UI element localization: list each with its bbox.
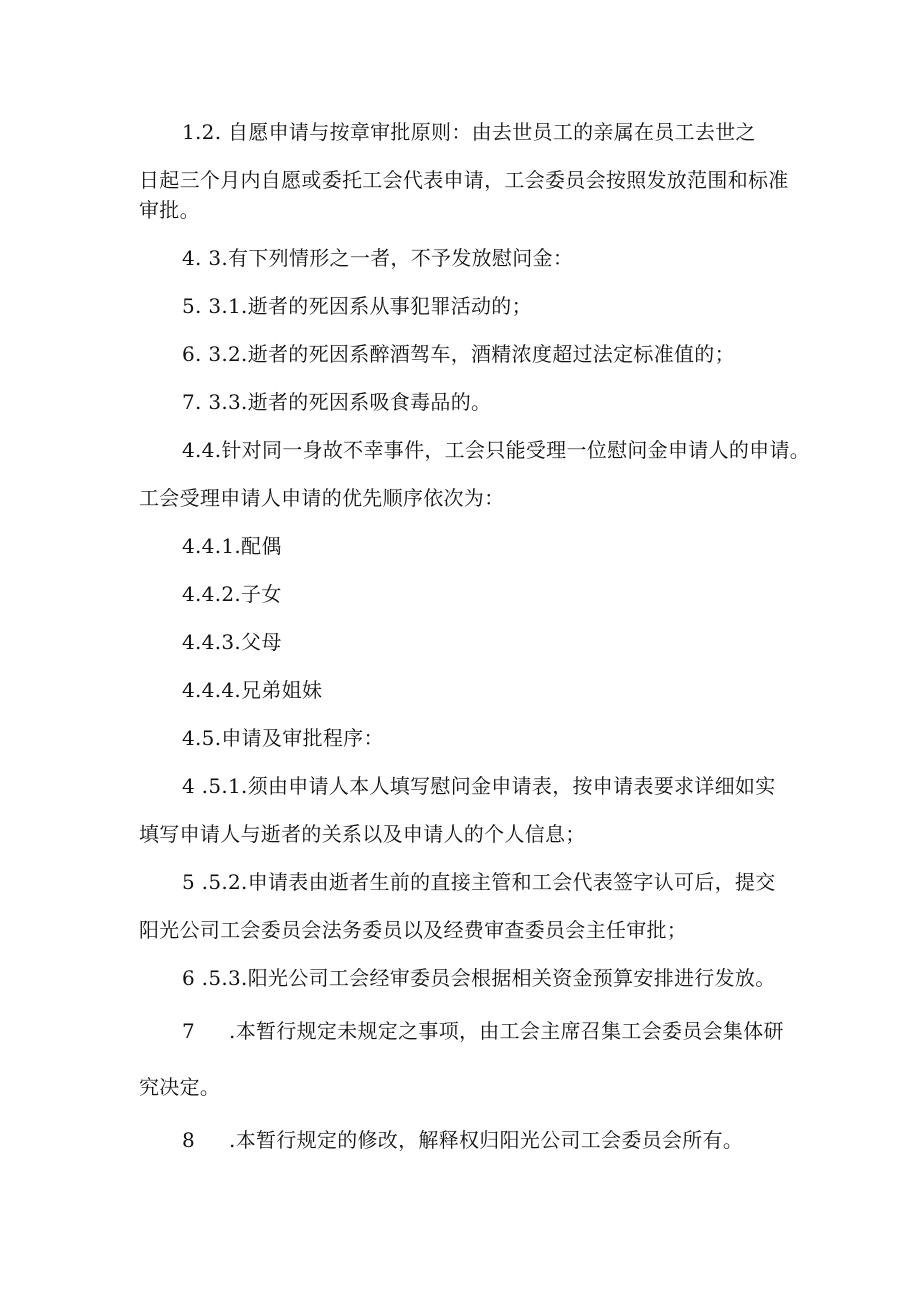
paragraph-line-5: 5. 3.1.逝者的死因系从事犯罪活动的； xyxy=(182,294,532,318)
paragraph-line-7: 7. 3.3.逝者的死因系吸食毒品的。 xyxy=(182,390,492,414)
paragraph-line-15: 4 .5.1.须由申请人本人填写慰问金申请表，按申请表要求详细如实 xyxy=(182,774,776,798)
list-item-spouse: 4.4.1.配偶 xyxy=(182,534,282,558)
item-number-8: 8 xyxy=(182,1128,196,1152)
paragraph-line-17: 5 .5.2.申请表由逝者生前的直接主管和工会代表签字认可后，提交 xyxy=(182,870,776,894)
paragraph-line-14: 4.5.申请及审批程序： xyxy=(182,726,384,750)
paragraph-line-22 xyxy=(182,1127,743,1153)
paragraph-line-2: 日起三个月内自愿或委托工会代表申请，工会委员会按照发放范围和标准 xyxy=(139,168,789,192)
paragraph-line-21: 究决定。 xyxy=(139,1075,221,1099)
paragraph-line-16: 填写申请人与逝者的关系以及申请人的个人信息； xyxy=(139,822,586,846)
paragraph-line-18: 阳光公司工会委员会法务委员以及经费审查委员会主任审批； xyxy=(139,918,688,942)
list-item-children: 4.4.2.子女 xyxy=(182,582,282,606)
paragraph-line-4: 4. 3.有下列情形之一者，不予发放慰问金： xyxy=(182,246,574,270)
item-number-7: 7 xyxy=(182,1019,196,1043)
paragraph-line-6: 6. 3.2.逝者的死因系醉酒驾车，酒精浓度超过法定标准值的； xyxy=(182,342,735,366)
list-item-siblings: 4.4.4.兄弟姐妹 xyxy=(182,678,323,702)
item-dot: . xyxy=(229,1128,236,1152)
paragraph-line-20 xyxy=(182,1018,784,1044)
item-dot: . xyxy=(229,1019,236,1043)
paragraph-line-3: 审批。 xyxy=(139,198,200,222)
item-7-text: 本暂行规定未规定之事项，由工会主席召集工会委员会集体研 xyxy=(235,1019,784,1043)
paragraph-line-19: 6 .5.3.阳光公司工会经审委员会根据相关资金预算安排进行发放。 xyxy=(182,966,776,990)
paragraph-line-9: 工会受理申请人申请的优先顺序依次为： xyxy=(139,486,505,510)
list-item-parents: 4.4.3.父母 xyxy=(182,630,282,654)
paragraph-line-8: 4.4.针对同一身故不幸事件，工会只能受理一位慰问金申请人的申请。 xyxy=(182,438,811,462)
item-8-text: 本暂行规定的修改，解释权归阳光公司工会委员会所有。 xyxy=(235,1128,744,1152)
paragraph-line-1: 1.2. 自愿申请与按章审批原则：由去世员工的亲属在员工去世之 xyxy=(182,120,756,144)
